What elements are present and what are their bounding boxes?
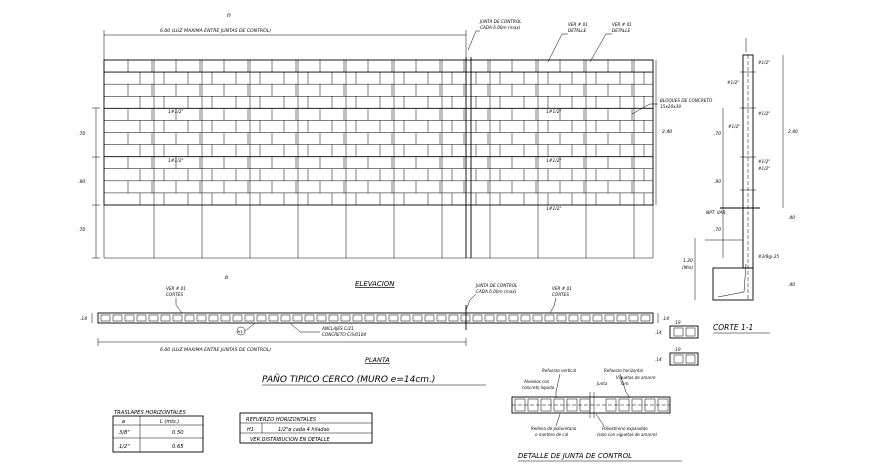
reinforcement-table-title: REFUERZO HORIZONTALES [246, 417, 317, 423]
left-dim-2: .80 [78, 180, 86, 185]
plan-cell [629, 315, 638, 321]
hbar-label-5: 1#1/2" [546, 207, 562, 212]
plan-cell [353, 315, 362, 321]
hbar-label-1: 1#1/2" [168, 110, 184, 115]
ver-note-1b: DETALLE [568, 28, 587, 33]
splices-header-diameter: ø [122, 419, 126, 425]
left-dim-3: .70 [78, 228, 86, 233]
plan-cell [125, 315, 134, 321]
section-dim-4: 2.40 [788, 130, 798, 135]
detail-dim-4: .19 [674, 347, 681, 352]
blocks-note-2: 15x20x39 [660, 104, 681, 109]
hbar-label-3: 1#1/2" [168, 159, 184, 164]
plan-cell [413, 315, 422, 321]
plan-cell [365, 315, 374, 321]
plan-bubble-leader [245, 323, 255, 331]
ver-note-2b: DETALLE [612, 28, 631, 33]
plan-cell [281, 315, 290, 321]
joint-note-2: CADA 6.00m (max) [480, 25, 521, 30]
detail-label-relleno: Relleno de poliuretano [531, 426, 577, 431]
plan-cell [605, 315, 614, 321]
plan-cell [581, 315, 590, 321]
plan-cell [293, 315, 302, 321]
detail-label-solo: (solo con viguetas de amarre) [597, 432, 658, 437]
elevation-view [78, 12, 713, 288]
section-bar-label-2: #1/2" [758, 60, 771, 65]
splices-r2-diameter: 1/2" [119, 444, 130, 450]
joint-note-leader [468, 31, 480, 50]
brick-pattern [104, 60, 653, 205]
section-bar-label-5: #1/2" [758, 159, 771, 164]
plan-ver1-b: CORTES [166, 292, 183, 297]
ver-note-2a: VER # 01 [612, 22, 632, 27]
section-dim-5: .40 [788, 216, 795, 221]
splices-r1-diameter: 3/8" [119, 430, 130, 436]
plan-ver2-a: VER # 01 [552, 286, 572, 291]
section-bar-label-7: #3/8@.25 [758, 254, 780, 259]
left-dim-1: .70 [78, 132, 86, 137]
plan-anchor-b: CONCRETO C/S/0104 [322, 332, 367, 337]
plan-cell [101, 315, 110, 321]
plan-cell [221, 315, 230, 321]
plan-cell [149, 315, 158, 321]
detail-label-poliestireno: Poliestireno expandido [602, 426, 648, 431]
section-bar-label-4: #1/2" [728, 124, 741, 129]
plan-cell [473, 315, 482, 321]
reinforcement-note: VER DISTRIBUCION EN DETALLE [250, 437, 330, 443]
plan-dim-right: .14 [662, 317, 669, 322]
plan-cell [521, 315, 530, 321]
main-title: PAÑO TIPICO CERCO (MURO e=14cm.) [262, 375, 436, 385]
plan-block-cells [101, 315, 650, 321]
plan-cell [185, 315, 194, 321]
plan-anchor-a: ANCLAJES C/21 [322, 326, 354, 331]
plan-cell [593, 315, 602, 321]
joint-detail [512, 320, 698, 461]
section-dim-1: .70 [714, 132, 721, 137]
plan-cell [197, 315, 206, 321]
plan-cell [173, 315, 182, 321]
plan-cell [209, 315, 218, 321]
plan-cell [509, 315, 518, 321]
section-dim-6: 1.20 [683, 259, 693, 264]
plan-cell [497, 315, 506, 321]
hbar-label-4: 1#1/2" [546, 159, 562, 164]
plan-ver1-a: VER # 01 [166, 286, 186, 291]
section-hook-bar [718, 264, 746, 297]
plan-ver1-leader [176, 298, 182, 313]
plan-anchor-leader [290, 323, 320, 332]
detail-block-2-cell-a [674, 355, 683, 363]
plan-cell [461, 315, 470, 321]
plan-cell [269, 315, 278, 321]
plan-cell [233, 315, 242, 321]
detail-label-horizontal: Refuerzo horizontal [604, 368, 644, 373]
detail-dim-1: .14 [655, 330, 662, 335]
splices-r1-length: 0.50 [172, 430, 184, 436]
plan-cell [317, 315, 326, 321]
plan-cell [161, 315, 170, 321]
plan-wall-outline [98, 313, 653, 323]
detail-label-alveolos: Alveolos con [524, 379, 550, 384]
section-dim-3: .70 [714, 228, 721, 233]
detail-label-mortero: o mortero de cal [535, 432, 569, 437]
section-title: CORTE 1-1 [713, 323, 754, 332]
plan-joint-leader [466, 294, 476, 310]
section-footing [713, 268, 753, 300]
section-wall [743, 55, 753, 208]
detail-leader-1 [556, 374, 560, 398]
plan-cell [449, 315, 458, 321]
elevation-top-mark: n [227, 12, 231, 19]
joint-note-1: JUNTA DE CONTROL [480, 19, 522, 24]
plan-cell [377, 315, 386, 321]
detail-label-concreto: concreto líquido [522, 385, 555, 390]
right-dim: 2.40 [662, 130, 673, 135]
plan-ver2-b: CORTES [552, 292, 569, 297]
elevation-title: ELEVACION [355, 280, 395, 288]
reinforcement-r1-code: H1 [247, 427, 254, 433]
plan-cell [425, 315, 434, 321]
section-dim-8: .40 [788, 283, 795, 288]
plan-cell [617, 315, 626, 321]
plan-cell [569, 315, 578, 321]
plan-cell [545, 315, 554, 321]
elevation-span-label: 6.00 (LUZ MAXIMA ENTRE JUNTAS DE CONTROL) [160, 29, 272, 34]
section-dim-2: .80 [714, 180, 721, 185]
plan-cell [341, 315, 350, 321]
detail-block-2-cell-b [686, 355, 695, 363]
detail-leader-4 [596, 414, 604, 426]
detail-block-1-cell-b [686, 328, 695, 336]
section-level: NPT. VAR. [706, 211, 728, 216]
detail-label-tam: Tam. [620, 381, 630, 386]
reinforcement-r1-desc: 1/2"ø cada 4 hiladas [278, 427, 330, 433]
plan-cell [401, 315, 410, 321]
plan-bubble-label: H1 [237, 329, 243, 334]
plan-dim-left: .14 [80, 317, 87, 322]
plan-cell [329, 315, 338, 321]
plan-cell [485, 315, 494, 321]
detail-label-viguetas: Viguetas de amarre [616, 375, 656, 380]
plan-cell [557, 315, 566, 321]
ver-note-1-leader [548, 34, 568, 62]
reinforcement-table [240, 413, 372, 443]
detail-title: DETALLE DE JUNTA DE CONTROL [518, 452, 633, 460]
section-dim-7: (Min) [682, 266, 694, 271]
plan-cell [137, 315, 146, 321]
section-bar-label-6: #1/2" [758, 166, 771, 171]
plan-cell [389, 315, 398, 321]
detail-leader-3 [556, 414, 560, 426]
plan-span-label: 6.00 (LUZ MAXIMA ENTRE JUNTAS DE CONTROL) [160, 348, 272, 353]
ver-note-2-leader [590, 34, 612, 62]
plan-cell [245, 315, 254, 321]
section-1-1 [682, 38, 798, 333]
plan-cell [305, 315, 314, 321]
detail-dim-3: .14 [655, 357, 662, 362]
ver-note-1a: VER # 01 [568, 22, 588, 27]
blocks-note-leader [632, 104, 658, 114]
plan-ver2-leader [550, 298, 556, 313]
splices-r2-length: 0.65 [172, 444, 184, 450]
detail-block-1-cell-a [674, 328, 683, 336]
plan-cell [533, 315, 542, 321]
plan-view [80, 283, 669, 364]
section-bar-label-1: #1/2" [727, 80, 740, 85]
vertical-reinforcement-lines [154, 60, 634, 258]
detail-label-vertical: Refuerzo vertical [542, 368, 577, 373]
plan-cell [257, 315, 266, 321]
plan-title: PLANTA [365, 356, 390, 364]
plan-cell [641, 315, 650, 321]
plan-joint-b: CADA 6.00m (max) [476, 289, 517, 294]
plan-joint-a: JUNTA DE CONTROL [476, 283, 518, 288]
blocks-note-1: BLOQUES DE CONCRETO [660, 98, 713, 103]
detail-dim-2: .19 [674, 320, 681, 325]
section-bar-label-3: #1/2" [758, 111, 771, 116]
plan-cell [113, 315, 122, 321]
elevation-bottom-mark: b [225, 275, 229, 281]
splices-table-title: TRASLAPES HORIZONTALES [114, 410, 186, 416]
splices-table [113, 410, 203, 452]
plan-cell [437, 315, 446, 321]
detail-label-junta: Junta [597, 381, 608, 386]
splices-header-length: L (mts.) [160, 419, 180, 425]
hbar-label-2: 1#1/2" [546, 110, 562, 115]
